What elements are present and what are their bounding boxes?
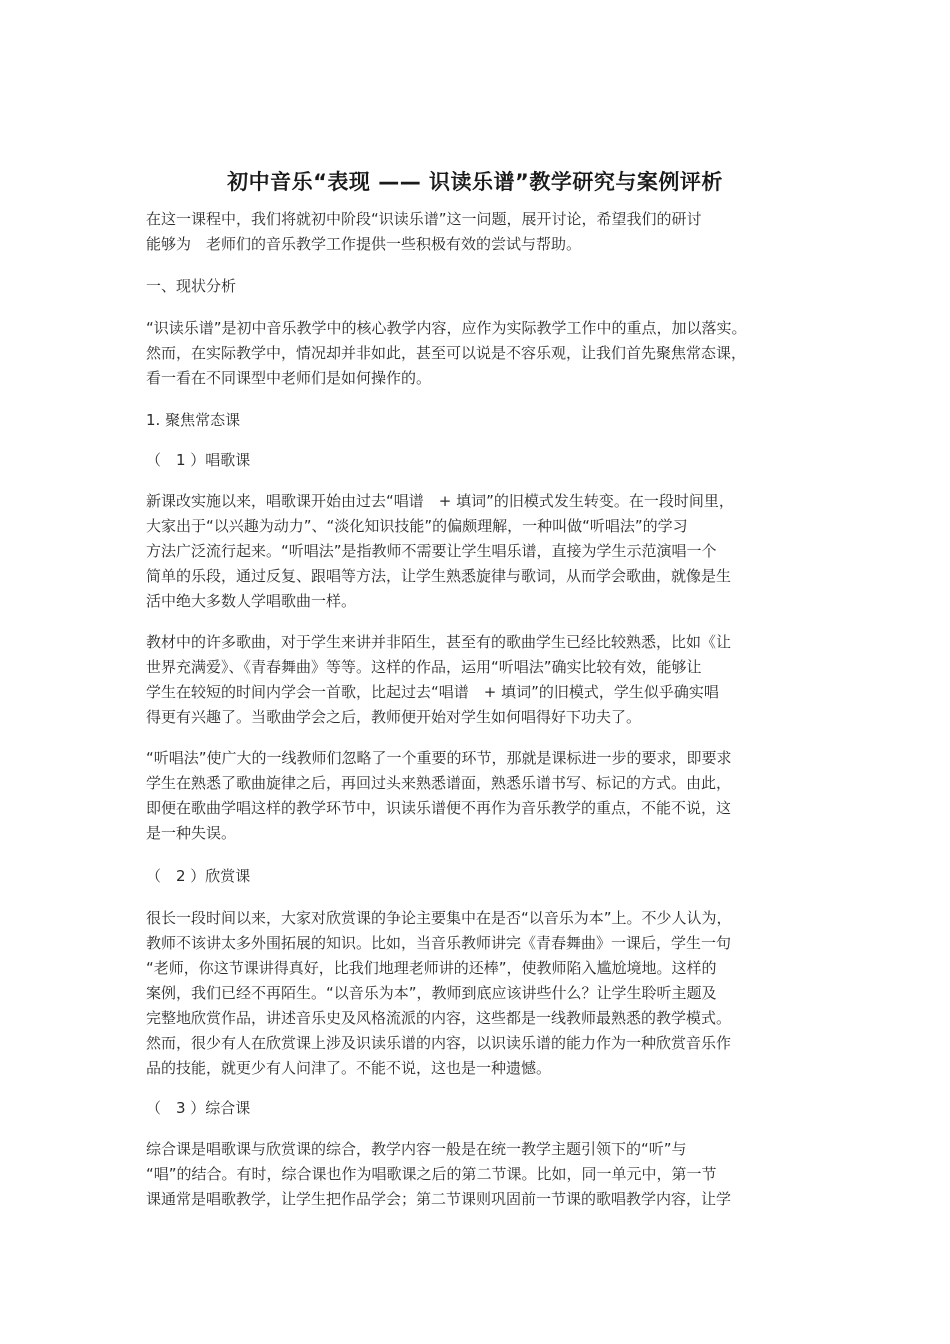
text-line: 学生在较短的时间内学会一首歌，比起过去“唱谱 + 填词”的旧模式，学生似乎确实唱 [146, 683, 719, 701]
text-line: 看一看在不同课型中老师们是如何操作的。 [146, 369, 432, 387]
intro-paragraph [146, 207, 816, 257]
text-line: 大家出于“以兴趣为动力”、“淡化知识技能”的偏颇理解，一种叫做“听唱法”的学习 [146, 517, 688, 535]
item-heading: （ 1 ）唱歌课 [146, 451, 251, 469]
text-line: “听唱法”使广大的一线教师们忽略了一个重要的环节，那就是课标进一步的要求，即要求 [146, 749, 732, 767]
paragraph [146, 630, 816, 730]
paragraph [146, 489, 816, 614]
text-line: 简单的乐段，通过反复、跟唱等方法，让学生熟悉旋律与歌词，从而学会歌曲，就像是生 [146, 567, 732, 585]
subsection-heading: 1. 聚焦常态课 [146, 411, 241, 429]
text-line: 世界充满爱》、《青春舞曲》等等。这样的作品，运用“听唱法”确实比较有效，能够让 [146, 658, 702, 676]
text-line: “唱”的结合。有时，综合课也作为唱歌课之后的第二节课。比如，同一单元中，第一节 [146, 1165, 717, 1183]
text-line: 然而，很少有人在欣赏课上涉及识读乐谱的内容，以识读乐谱的能力作为一种欣赏音乐作 [146, 1034, 732, 1052]
item-heading: （ 2 ）欣赏课 [146, 867, 251, 885]
text-line: 教师不该讲太多外围拓展的知识。比如，当音乐教师讲完《青春舞曲》一课后，学生一句 [146, 934, 732, 952]
text-line: 在这一课程中，我们将就初中阶段“识读乐谱”这一问题，展开讨论，希望我们的研讨 [146, 210, 702, 228]
text-line: 能够为 老师们的音乐教学工作提供一些积极有效的尝试与帮助。 [146, 235, 582, 253]
paragraph [146, 746, 816, 846]
text-line: 方法广泛流行起来。“听唱法”是指教师不需要让学生唱乐谱，直接为学生示范演唱一个 [146, 542, 717, 560]
document-title: 初中音乐“表现 —— 识读乐谱”教学研究与案例评析 [227, 170, 723, 194]
text-line: 得更有兴趣了。当歌曲学会之后，教师便开始对学生如何唱得好下功夫了。 [146, 708, 642, 726]
text-line: “老师，你这节课讲得真好，比我们地理老师讲的还棒”，使教师陷入尴尬境地。这样的 [146, 959, 717, 977]
text-line: 案例，我们已经不再陌生。“以音乐为本”，教师到底应该讲些什么？让学生聆听主题及 [146, 984, 717, 1002]
text-line: 学生在熟悉了歌曲旋律之后，再回过头来熟悉谱面，熟悉乐谱书写、标记的方式。由此， [146, 774, 732, 792]
paragraph [146, 906, 816, 1081]
text-line: 活中绝大多数人学唱歌曲一样。 [146, 592, 357, 610]
paragraph [146, 1137, 816, 1212]
text-line: 是一种失误。 [146, 824, 237, 842]
item-heading: （ 3 ）综合课 [146, 1099, 251, 1117]
text-line: 品的技能，就更少有人问津了。不能不说，这也是一种遗憾。 [146, 1059, 552, 1077]
paragraph [146, 316, 816, 391]
text-line: “识读乐谱”是初中音乐教学中的核心教学内容，应作为实际教学工作中的重点，加以落实。 [146, 319, 747, 337]
text-line: 新课改实施以来，唱歌课开始由过去“唱谱 + 填词”的旧模式发生转变。在一段时间里， [146, 492, 734, 510]
text-line: 然而，在实际教学中，情况却并非如此，甚至可以说是不容乐观，让我们首先聚焦常态课， [146, 344, 747, 362]
text-line: 课通常是唱歌教学，让学生把作品学会；第二节课则巩固前一节课的歌唱教学内容，让学 [146, 1190, 732, 1208]
text-line: 综合课是唱歌课与欣赏课的综合，教学内容一般是在统一教学主题引领下的“听”与 [146, 1140, 687, 1158]
text-line: 完整地欣赏作品，讲述音乐史及风格流派的内容，这些都是一线教师最熟悉的教学模式。 [146, 1009, 732, 1027]
section-heading: 一、现状分析 [146, 277, 237, 295]
text-line: 即便在歌曲学唱这样的教学环节中，识读乐谱便不再作为音乐教学的重点，不能不说，这 [146, 799, 732, 817]
text-line: 很长一段时间以来，大家对欣赏课的争论主要集中在是否“以音乐为本”上。不少人认为， [146, 909, 732, 927]
text-line: 教材中的许多歌曲，对于学生来讲并非陌生，甚至有的歌曲学生已经比较熟悉，比如《让 [146, 633, 732, 651]
